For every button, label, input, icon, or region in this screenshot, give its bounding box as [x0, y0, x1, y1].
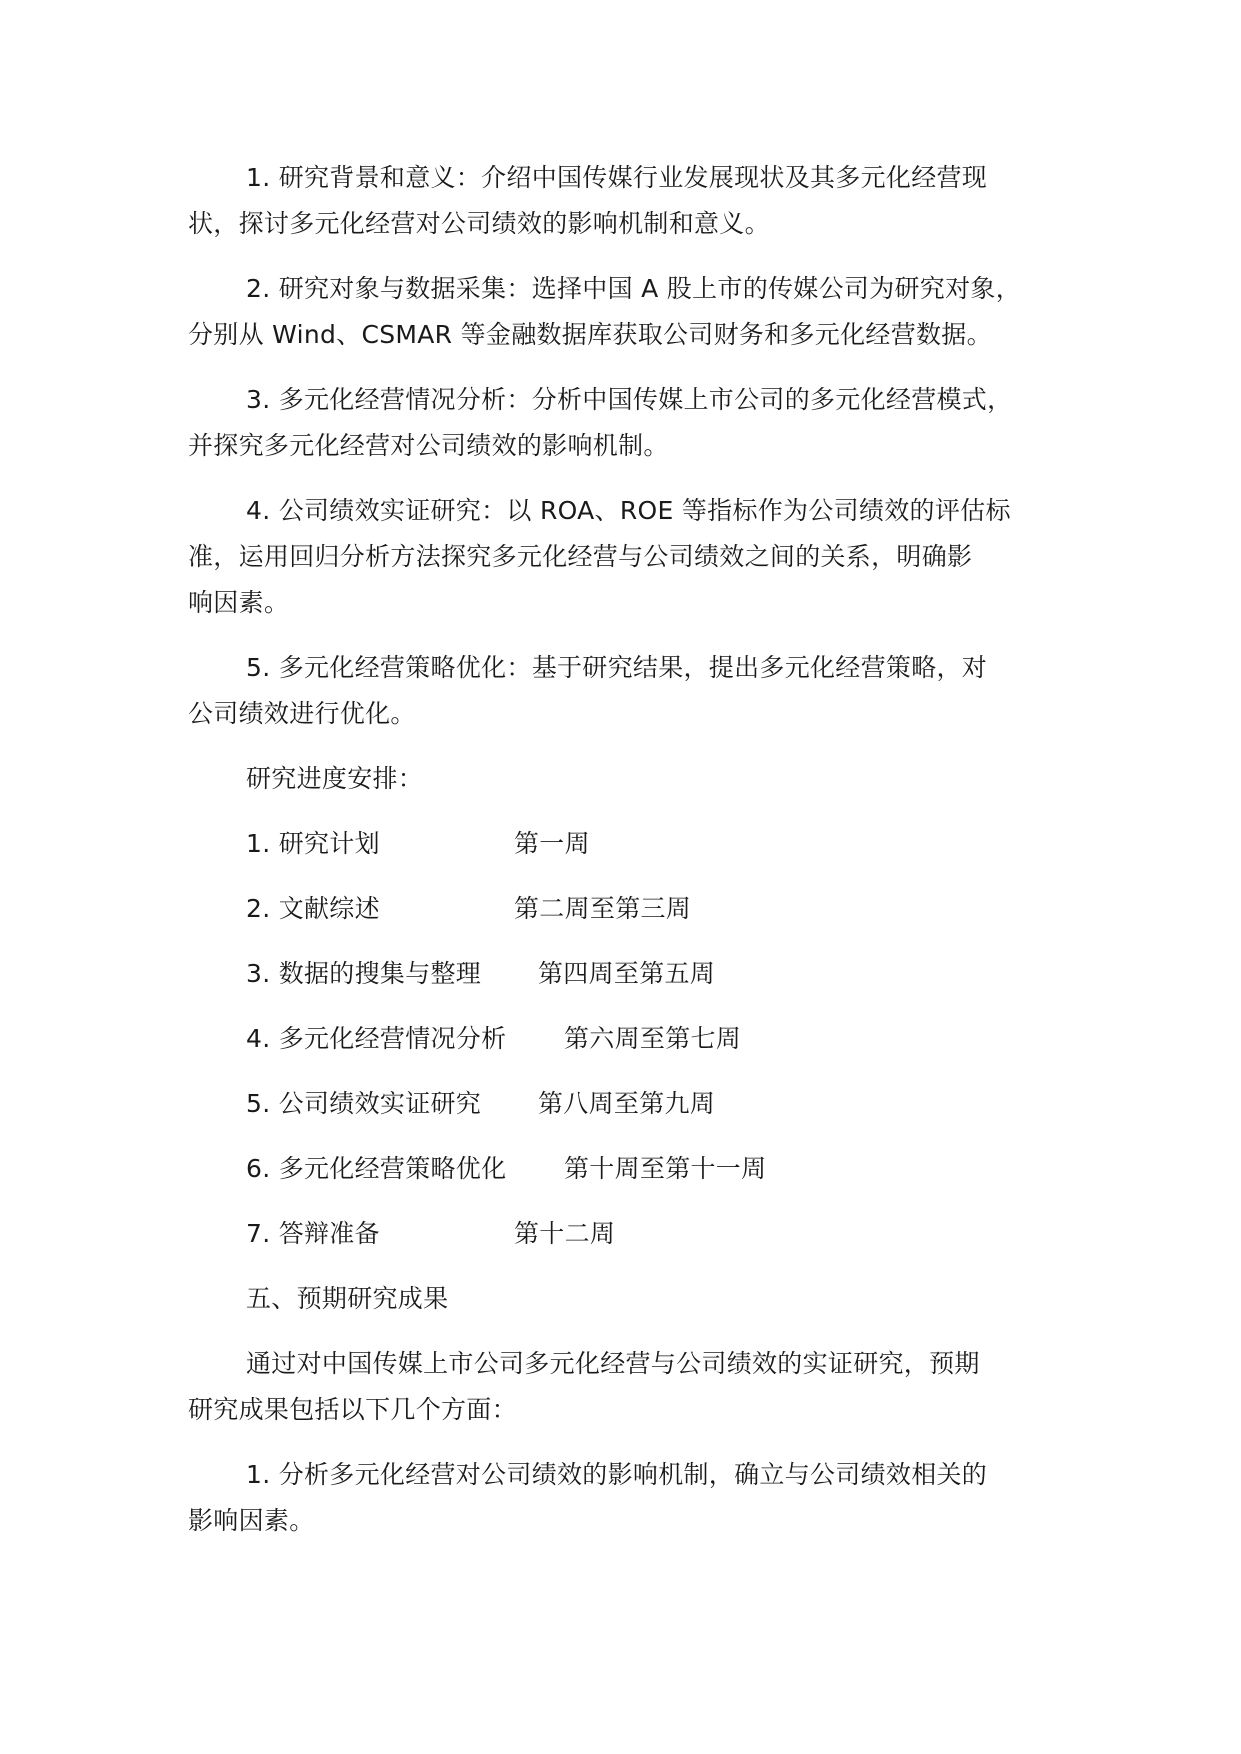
schedule-time: 第十二周 — [514, 1219, 616, 1248]
research-item-empirical-study — [188, 488, 1088, 626]
outcomes-intro — [188, 1341, 1088, 1433]
schedule-task: 4. 多元化经营情况分析 — [246, 1024, 507, 1053]
schedule-row — [188, 951, 1088, 997]
schedule-row — [188, 1146, 1088, 1192]
paragraph-line: 2. 研究对象与数据采集：选择中国 A 股上市的传媒公司为研究对象， — [246, 274, 1021, 303]
document-body — [188, 155, 1088, 1563]
schedule-task: 6. 多元化经营策略优化 — [246, 1154, 507, 1183]
schedule-task: 7. 答辩准备 — [246, 1219, 380, 1248]
schedule-row — [188, 1211, 1088, 1257]
paragraph-line: 1. 研究背景和意义：介绍中国传媒行业发展现状及其多元化经营现 — [246, 163, 988, 192]
schedule-time: 第十周至第十一周 — [564, 1154, 767, 1183]
paragraph-line: 通过对中国传媒上市公司多元化经营与公司绩效的实证研究，预期 — [246, 1349, 980, 1378]
research-item-strategy-optimization — [188, 645, 1088, 737]
schedule-row — [188, 821, 1088, 867]
outcome-point-1 — [188, 1452, 1088, 1544]
paragraph-line: 分别从 Wind、CSMAR 等金融数据库获取公司财务和多元化经营数据。 — [188, 320, 992, 349]
schedule-task: 1. 研究计划 — [246, 829, 380, 858]
schedule-row — [188, 1081, 1088, 1127]
paragraph-line: 准，运用回归分析方法探究多元化经营与公司绩效之间的关系，明确影 — [188, 542, 973, 571]
paragraph-line: 影响因素。 — [188, 1506, 315, 1535]
schedule-time: 第四周至第五周 — [538, 959, 716, 988]
schedule-row — [188, 886, 1088, 932]
schedule-task: 5. 公司绩效实证研究 — [246, 1089, 482, 1118]
paragraph-line: 1. 分析多元化经营对公司绩效的影响机制，确立与公司绩效相关的 — [246, 1460, 988, 1489]
paragraph-line: 研究成果包括以下几个方面： — [188, 1395, 517, 1424]
research-item-diversification-analysis — [188, 377, 1088, 469]
schedule-heading: 研究进度安排： — [246, 764, 424, 793]
schedule-row — [188, 1016, 1088, 1062]
paragraph-line: 状，探讨多元化经营对公司绩效的影响机制和意义。 — [188, 209, 770, 238]
paragraph-line: 3. 多元化经营情况分析：分析中国传媒上市公司的多元化经营模式， — [246, 385, 1013, 414]
schedule-time: 第二周至第三周 — [514, 894, 692, 923]
schedule-task: 3. 数据的搜集与整理 — [246, 959, 482, 988]
research-item-data-collection — [188, 266, 1088, 358]
research-item-background — [188, 155, 1088, 247]
schedule-time: 第八周至第九周 — [538, 1089, 716, 1118]
section-heading-expected-outcomes: 五、预期研究成果 — [246, 1284, 449, 1313]
schedule-time: 第一周 — [514, 829, 590, 858]
paragraph-line: 公司绩效进行优化。 — [188, 699, 416, 728]
paragraph-line: 5. 多元化经营策略优化：基于研究结果，提出多元化经营策略，对 — [246, 653, 988, 682]
paragraph-line: 响因素。 — [188, 588, 290, 617]
schedule-time: 第六周至第七周 — [564, 1024, 742, 1053]
paragraph-line: 4. 公司绩效实证研究：以 ROA、ROE 等指标作为公司绩效的评估标 — [246, 496, 1011, 525]
paragraph-line: 并探究多元化经营对公司绩效的影响机制。 — [188, 431, 669, 460]
schedule-task: 2. 文献综述 — [246, 894, 380, 923]
